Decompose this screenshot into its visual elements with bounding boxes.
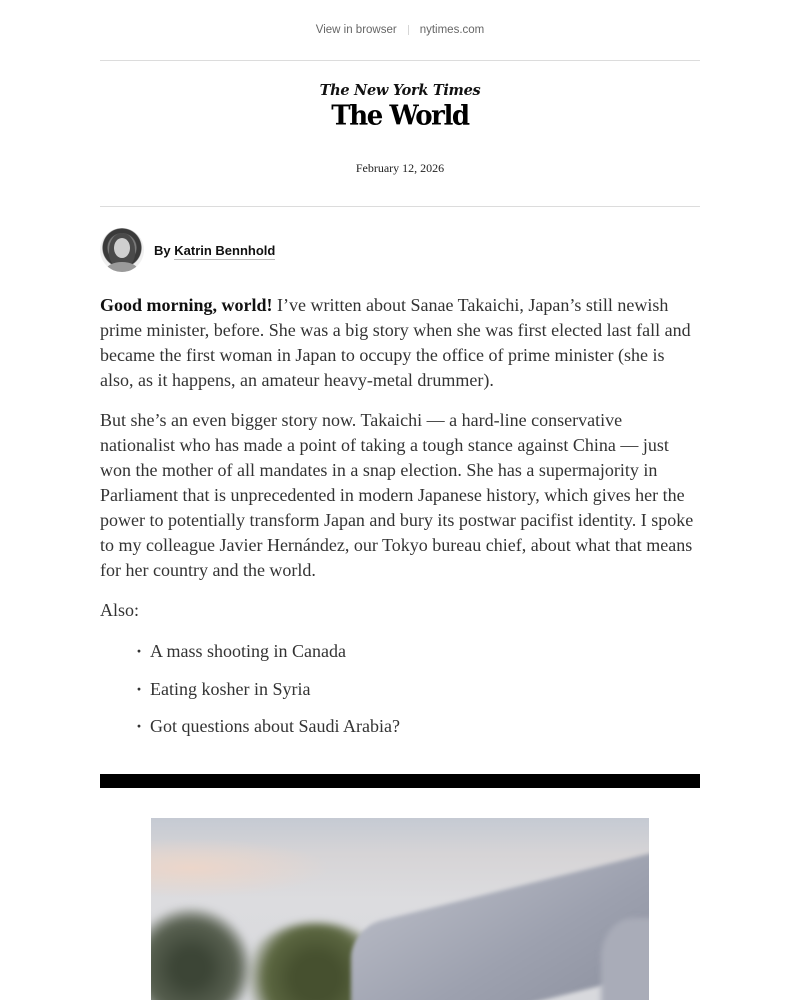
photo-sky-glow: [151, 838, 331, 898]
photo-roof-peak: [601, 918, 649, 1000]
nyt-logo[interactable]: The New York Times: [319, 82, 481, 99]
newsletter-container: [100, 0, 700, 752]
issue-date: February 12, 2026: [355, 161, 445, 175]
section-divider-bar: [100, 774, 700, 788]
masthead: [100, 61, 700, 206]
byline-prefix: By: [154, 242, 171, 258]
photo-trees-left: [151, 908, 251, 1000]
list-item[interactable]: · A mass shooting in Canada: [136, 639, 700, 677]
list-item[interactable]: · Eating kosher in Syria: [136, 677, 700, 715]
article-body: [100, 293, 700, 752]
greeting: Good morning, world!: [100, 295, 273, 315]
intro-paragraph: [100, 293, 700, 393]
second-paragraph: But she’s an even bigger story now. Takaichi — a hard-line conservative nationalist who has made a point of taking a tough stance against China — just won the mother of all mandates in a snap election. She has a supermajority in Parliament that is unprecedented in modern Japanese history, which gives her the power to potentially transform Japan and bury its postwar pacifist identity. I spoke to my colleague Javier Hernández, our Tokyo bureau chief, about what that means for her country and the world.: [100, 410, 694, 580]
top-links-bar: [100, 0, 700, 60]
author-link[interactable]: Katrin Bennhold: [174, 242, 276, 258]
also-list: [100, 639, 700, 752]
avatar-shoulders-shape: [106, 262, 138, 272]
author-avatar: [100, 228, 144, 272]
byline: [100, 207, 700, 293]
link-divider: [408, 25, 409, 35]
byline-text: [154, 243, 275, 258]
list-item[interactable]: · Got questions about Saudi Arabia?: [136, 714, 700, 752]
avatar-face-shape: [114, 238, 130, 258]
also-label: Also:: [100, 600, 140, 620]
intro-text: I’ve written about Sanae Takaichi, Japan’s still newish prime minister, before. She was a big story when she was first elected last fall and became the first woman in Japan to occupy the office of prime minister (she is also, as it happens, an amateur heavy-metal drummer).: [100, 295, 691, 390]
view-in-browser-link[interactable]: View in browser: [315, 24, 397, 36]
newsletter-title: The World: [331, 100, 469, 132]
lead-photo[interactable]: [151, 818, 649, 1000]
nytimes-link[interactable]: nytimes.com: [419, 24, 485, 36]
